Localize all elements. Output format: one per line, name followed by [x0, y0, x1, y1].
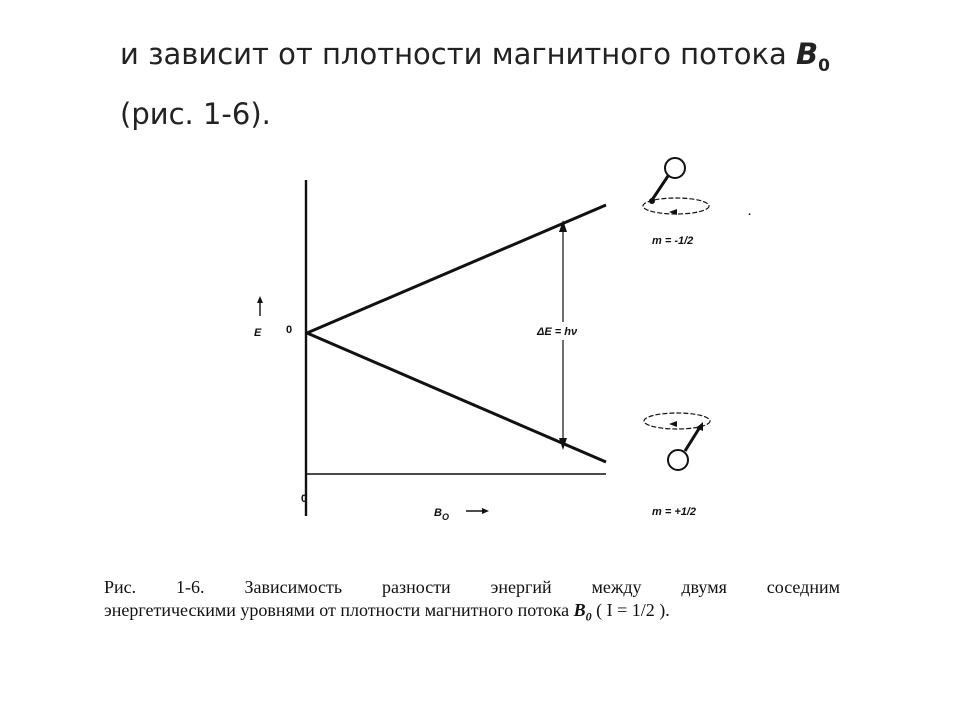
upper-state-label: m = -1/2	[652, 235, 694, 247]
y-axis-label: E	[254, 327, 262, 339]
stray-dot: ·	[748, 209, 752, 221]
x-axis-label-main: B	[434, 507, 442, 519]
caption-symbol-main: B	[573, 600, 586, 620]
delta-e-label: ΔE = hν	[537, 326, 578, 338]
heading-symbol-main: B	[796, 37, 819, 71]
heading-line-2: (рис. 1-6).	[120, 96, 271, 131]
x-axis-label	[434, 507, 449, 522]
caption-line-2-tail: ( I = 1/2 ).	[591, 600, 670, 620]
caption-line-1: Рис. 1-6. Зависимость разности энергий между двумя соседним	[104, 577, 840, 597]
x-label-arrowhead	[482, 508, 489, 514]
x-zero-label: 0	[301, 493, 308, 505]
y-zero-label: 0	[286, 324, 293, 336]
e-label-arrowhead	[257, 296, 263, 303]
caption-symbol	[573, 600, 592, 624]
caption-line-2-text: энергетическими уровнями от плотности магнитного потока	[104, 600, 574, 620]
caption-line-2	[104, 599, 840, 629]
heading-line-1-text: и зависит от плотности магнитного потока	[120, 37, 797, 71]
x-axis-label-sub: O	[441, 512, 449, 522]
lower-spin-icon	[644, 413, 710, 470]
upper-spin-icon	[643, 158, 709, 215]
figure-caption	[104, 576, 840, 629]
lower-state-label: m = +1/2	[652, 506, 697, 518]
heading-symbol-sub: 0	[818, 55, 830, 76]
caption-symbol-sub: 0	[585, 609, 592, 624]
upper-energy-level-line	[307, 205, 606, 333]
